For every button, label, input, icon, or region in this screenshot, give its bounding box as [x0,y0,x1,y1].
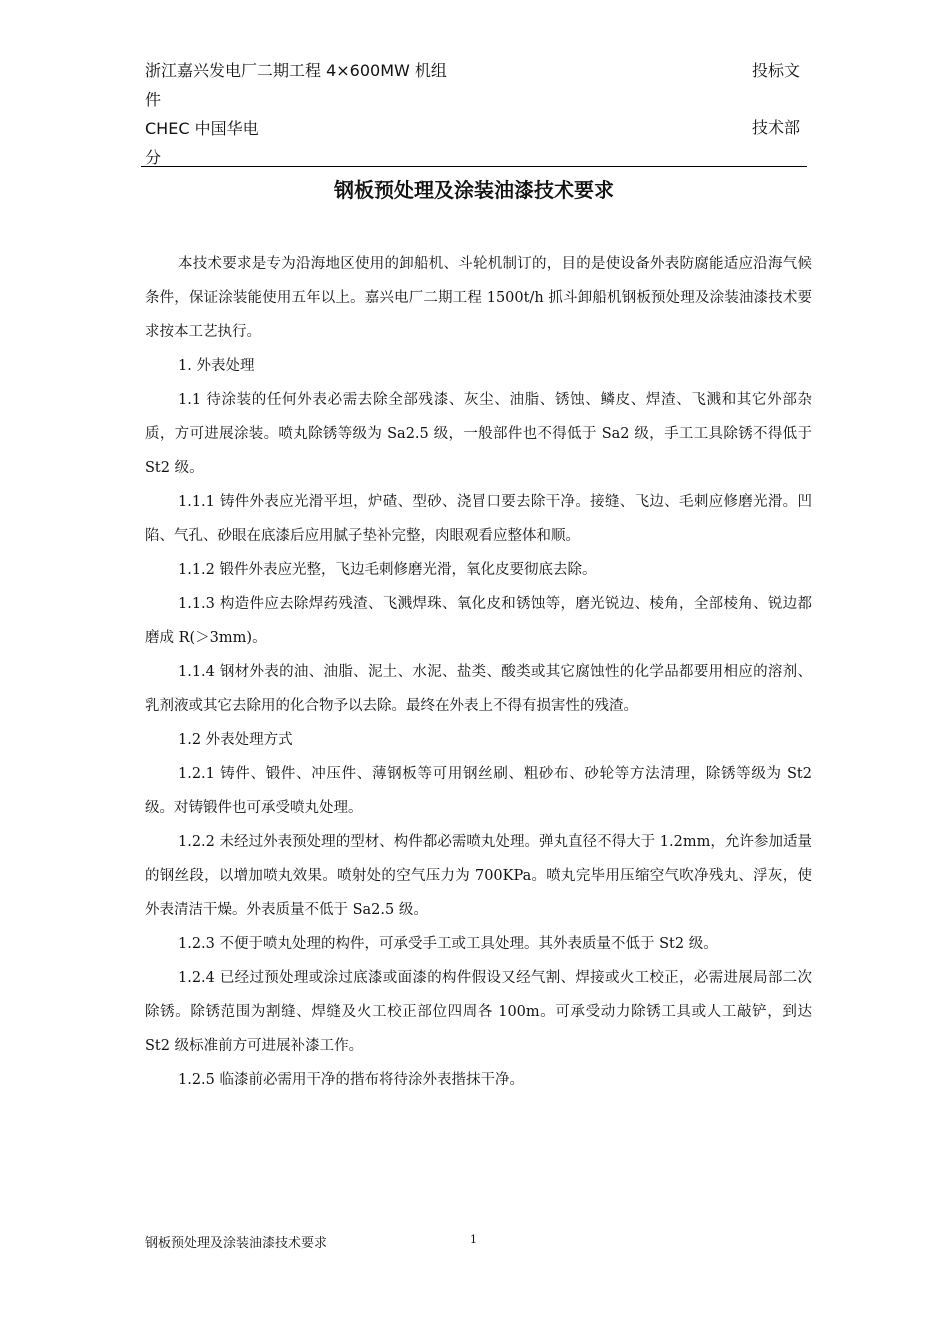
paragraph-1-2-2: 1.2.2 未经过外表预处理的型材、构件都必需喷丸处理。弹丸直径不得大于 1.2mm，允许参加适量的钢丝段，以增加喷丸效果。喷射处的空气压力为 700KPa。喷丸完毕用压缩空气吹净残丸、浮灰，使外表清洁干燥。外表质量不低于 Sa2.5 级。 [145,834,812,918]
header-project-line-cont: 件 [145,90,162,109]
paragraph-1-2-4: 1.2.4 已经过预处理或涂过底漆或面漆的构件假设又经气割、焊接或火工校正，必需进展局部二次除锈。除锈范围为割缝、焊缝及火工校正部位四周各 100m。可承受动力除锈工具或人工敲铲，到达 St2 级标准前方可进展补漆工作。 [145,970,812,1054]
paragraph-1-2-5: 1.2.5 临漆前必需用干净的揩布将待涂外表揩抹干净。 [178,1072,525,1088]
paragraph-intro: 本技术要求是专为沿海地区使用的卸船机、斗轮机制订的，目的是使设备外表防腐能适应沿海气候条件，保证涂装能使用五年以上。嘉兴电厂二期工程 1500t/h 抓斗卸船机钢板预处理及涂装油漆技术要求按本工艺执行。 [145,256,812,340]
paragraph-1-2-3: 1.2.3 不便于喷丸处理的构件，可承受手工或工具处理。其外表质量不低于 St2 级。 [178,936,718,952]
section-heading-1-2: 1.2 外表处理方式 [178,732,293,748]
header-department: 技术部 [752,118,801,137]
paragraph-1-1-4: 1.1.4 钢材外表的油、油脂、泥土、水泥、盐类、酸类或其它腐蚀性的化学品都要用相应的溶剂、乳剂液或其它去除用的化合物予以去除。最终在外表上不得有损害性的残渣。 [145,664,812,714]
header-divider [141,166,807,167]
paragraph-1-1: 1.1 待涂装的任何外表必需去除全部残漆、灰尘、油脂、锈蚀、鳞皮、焊渣、飞溅和其它外部杂质，方可进展涂装。喷丸除锈等级为 Sa2.5 级，一般部件也不得低于 Sa2 级，手工工具除锈不得低于St2 级。 [145,392,812,476]
paragraph-1-1-1: 1.1.1 铸件外表应光滑平坦，炉碴、型砂、浇冒口要去除干净。接缝、飞边、毛刺应修磨光滑。凹陷、气孔、砂眼在底漆后应用腻子垫补完整，肉眼观看应整体和顺。 [145,494,812,544]
page-number: 1 [470,1233,477,1246]
header-project-line: 浙江嘉兴发电厂二期工程 4×600MW 机组 [145,61,447,80]
header-company-line-cont: 分 [145,148,162,167]
paragraph-1-1-2: 1.1.2 锻件外表应光整，飞边毛刺修磨光滑，氧化皮要彻底去除。 [178,562,597,578]
paragraph-1-2-1: 1.2.1 铸件、锻件、冲压件、薄钢板等可用钢丝刷、粗砂布、砂轮等方法清理，除锈等级为 St2 级。对铸锻件也可承受喷丸处理。 [145,766,812,816]
document-title: 钢板预处理及涂装油漆技术要求 [334,178,614,202]
paragraph-1-1-3: 1.1.3 构造件应去除焊药残渣、飞溅焊珠、氧化皮和锈蚀等，磨光锐边、棱角，全部棱角、锐边都磨成 R(＞3mm)。 [145,596,812,646]
header-doc-type: 投标文 [752,61,801,80]
section-heading-1: 1. 外表处理 [178,358,255,374]
footer-title: 钢板预处理及涂装油漆技术要求 [145,1236,328,1251]
document-body [145,247,812,1097]
header-left [145,56,475,172]
header-company-line: CHEC 中国华电 [145,119,259,138]
